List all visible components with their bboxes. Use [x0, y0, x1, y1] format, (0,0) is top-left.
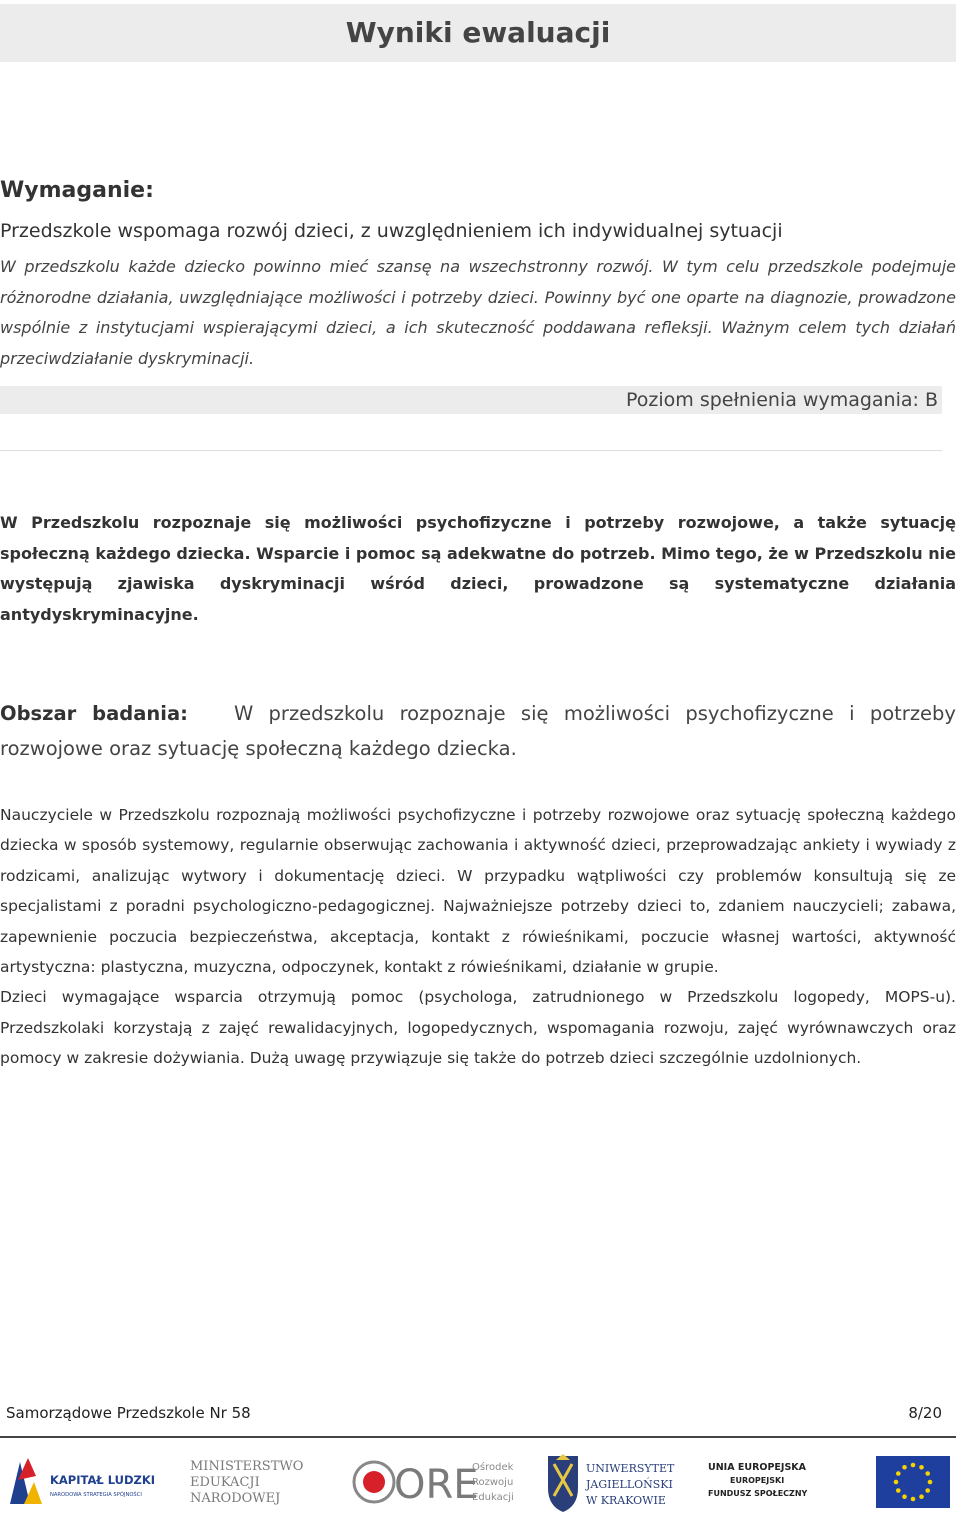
eu-star-icon	[928, 1480, 933, 1485]
body-paragraph-2: Dzieci wymagające wsparcia otrzymują pomoc (psychologa, zatrudnionego w Przedszkolu logopedy, MOPS-u). Przedszkolaki korzystają z zajęć rewalidacyjnych, logopedycznych, wspomagania rozwoju, zajęć wyrównawczych oraz pomocy w zakresie dożywiania. Dużą uwagę przywiązuje się także do potrzeb dzieci szczególnie uzdolnionych.	[0, 988, 956, 1068]
page-title: Wyniki ewaluacji	[345, 16, 611, 49]
title-bar	[0, 4, 956, 62]
eu-star-icon	[902, 1465, 907, 1470]
section-divider	[0, 450, 942, 451]
ue-line-3: FUNDUSZ SPOŁECZNY	[708, 1489, 808, 1498]
research-area-label: Obszar badania:	[0, 702, 188, 725]
requirement-heading: Wymaganie:	[0, 178, 154, 203]
kapital-ludzki-subtitle: NARODOWA STRATEGIA SPÓJNOŚCI	[50, 1492, 142, 1498]
level-bar	[0, 386, 942, 414]
ore-line-1: Ośrodek	[472, 1462, 514, 1473]
ue-logo	[706, 1452, 866, 1512]
ore-logo	[350, 1452, 525, 1514]
ue-line-1: UNIA EUROPEJSKA	[708, 1462, 806, 1473]
eu-star-icon	[919, 1494, 924, 1499]
men-line-1: MINISTERSTWO	[190, 1459, 304, 1474]
requirement-level: Poziom spełnienia wymagania: B	[626, 389, 938, 411]
uj-line-1: UNIWERSYTET	[586, 1462, 675, 1475]
footer-page-number: 8/20	[908, 1404, 942, 1422]
body-text	[0, 800, 956, 1074]
eu-star-icon	[896, 1471, 901, 1476]
eu-star-icon	[911, 1463, 916, 1468]
ore-line-2: Rozwoju	[472, 1477, 514, 1488]
footer-divider	[0, 1436, 956, 1438]
kapital-ludzki-icon	[6, 1452, 176, 1512]
eu-star-icon	[925, 1488, 930, 1493]
men-line-3: NARODOWEJ	[190, 1491, 281, 1506]
eu-star-icon	[902, 1494, 907, 1499]
requirement-description: W przedszkolu każde dziecko powinno mieć szansę na wszechstronny rozwój. W tym celu przedszkole podejmuje różnorodne działania, uwzględniające możliwości i potrzeby dzieci. Powinny być one oparte na diagnozie, prowadzone wspólnie z instytucjami wspierającymi dzieci, a ich skuteczność poddawana refleksji. Ważnym celem tych działań przeciwdziałanie dyskryminacji.	[0, 257, 956, 368]
eu-flag	[876, 1456, 950, 1508]
page-footer	[0, 1400, 956, 1432]
body-paragraph-1: Nauczyciele w Przedszkolu rozpoznają możliwości psychofizyczne i potrzeby rozwojowe oraz sytuację społeczną każdego dziecka w sposób systemowy, regularnie obserwując zachowania i aktywność dzieci, przeprowadzając ankiety i wywiady z rodzicami, analizując wytwory i dokumentację dzieci. W przypadku wątpliwości czy problemów konsultują się ze specjalistami z poradni psychologiczno-pedagogicznej. Najważniejsze potrzeby dzieci to, zdaniem nauczycieli; zabawa, zapewnienie poczucia bezpieczeństwa, akceptacja, kontakt z rówieśnikami, poczucie własnej wartości, aktywność artystyczna: plastyczna, muzyczna, odpoczynek, kontakt z rówieśnikami, działanie w grupie.	[0, 806, 956, 977]
ue-line-2: EUROPEJSKI	[730, 1476, 785, 1485]
men-line-2: EDUKACJI	[190, 1475, 260, 1490]
requirement-name: Przedszkole wspomaga rozwój dzieci, z uwzględnieniem ich indywidualnej sytuacji	[0, 220, 783, 242]
uj-crest-icon	[544, 1452, 684, 1516]
eu-star-icon	[925, 1471, 930, 1476]
men-logo	[188, 1452, 308, 1512]
uj-line-3: W KRAKOWIE	[586, 1494, 666, 1507]
research-area	[0, 696, 956, 766]
logo-strip	[0, 1446, 956, 1518]
ore-mark	[350, 1452, 525, 1514]
ore-letters: ORE	[394, 1462, 479, 1508]
eu-star-icon	[919, 1465, 924, 1470]
kapital-ludzki-logo	[6, 1452, 176, 1512]
kapital-ludzki-title: KAPITAŁ LUDZKI	[50, 1473, 156, 1487]
men-wordmark	[188, 1452, 308, 1512]
eu-star-icon	[896, 1488, 901, 1493]
uj-line-2: JAGIELLOŃSKI	[586, 1478, 673, 1491]
ore-line-3: Edukacji	[472, 1492, 514, 1503]
eu-star-icon	[894, 1480, 899, 1485]
eu-star-icon	[911, 1497, 916, 1502]
research-area-text: W przedszkolu rozpoznaje się możliwości psychofizyczne i potrzeby rozwojowe oraz sytuację społeczną każdego dziecka.	[0, 702, 956, 760]
uj-logo	[544, 1452, 684, 1516]
eu-flag-icon	[876, 1456, 950, 1508]
footer-school-name: Samorządowe Przedszkole Nr 58	[6, 1404, 251, 1422]
ue-text-block	[706, 1452, 866, 1512]
summary-paragraph: W Przedszkolu rozpoznaje się możliwości psychofizyczne i potrzeby rozwojowe, a także sytuację społeczną każdego dziecka. Wsparcie i pomoc są adekwatne do potrzeb. Mimo tego, że w Przedszkolu nie występują zjawiska dyskryminacji wśród dzieci, prowadzone są systematyczne działania antydyskryminacyjne.	[0, 513, 956, 624]
